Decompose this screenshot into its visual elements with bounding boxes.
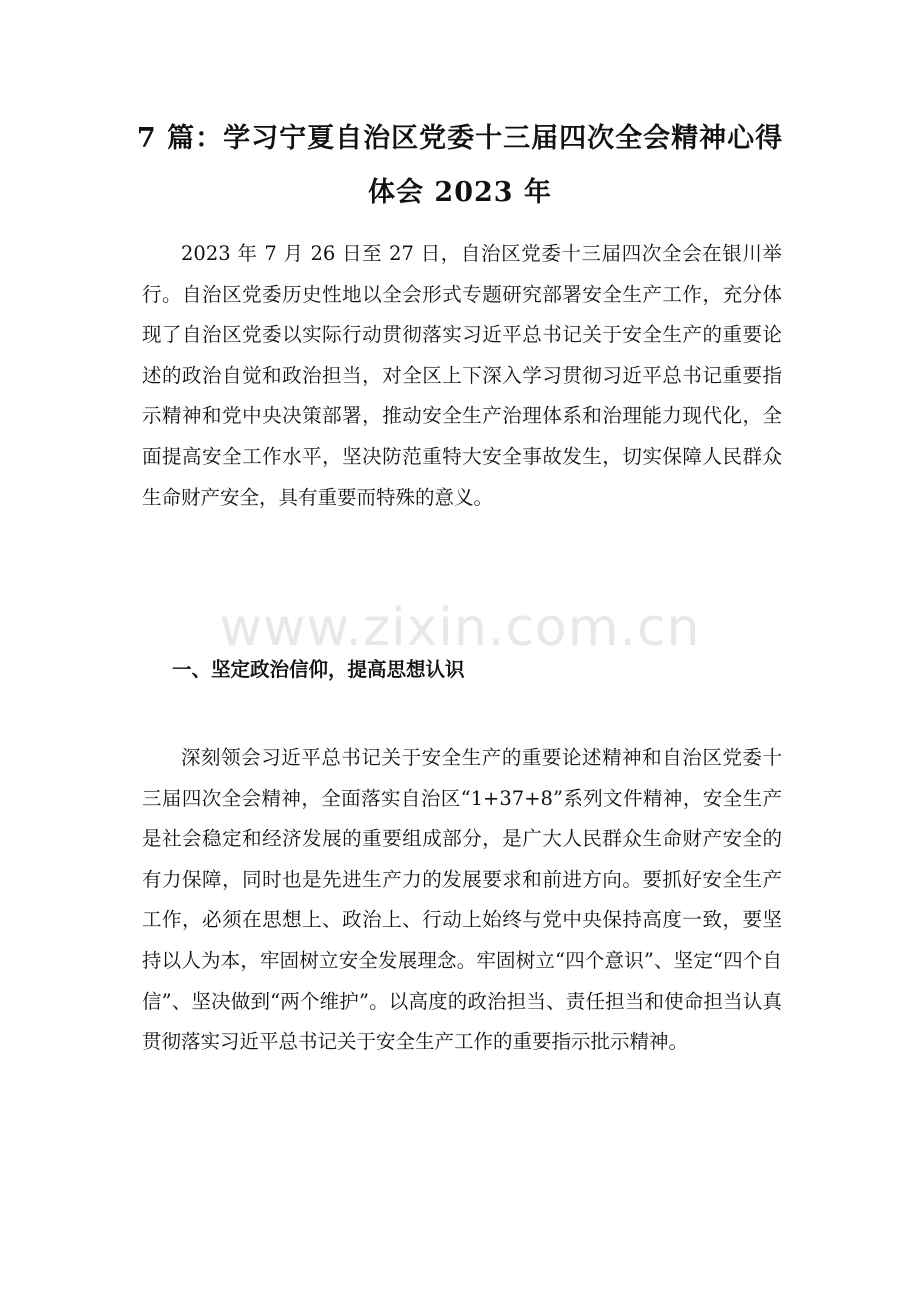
document-title	[120, 112, 800, 220]
section-heading-1: 一、坚定政治信仰，提高思想认识	[172, 658, 465, 681]
paragraph-intro: 2023 年 7 月 26 日至 27 日，自治区党委十三届四次全会在银川举行。自治区党委历史性地以全会形式专题研究部署安全生产工作，充分体现了自治区党委以实际行动贯彻落实习近平总书记关于安全生产的重要论述的政治自觉和政治担当，对全区上下深入学习贯彻习近平总书记重要指示精神和党中央决策部署，推动安全生产治理体系和治理能力现代化，全面提高安全工作水平，坚决防范重特大安全事故发生，切实保障人民群众生命财产安全，具有重要而特殊的意义。	[142, 242, 782, 509]
watermark: www.zixin.com.cn	[219, 598, 701, 658]
paragraph-section-1: 深刻领会习近平总书记关于安全生产的重要论述精神和自治区党委十三届四次全会精神，全面落实自治区“1+37+8”系列文件精神，安全生产是社会稳定和经济发展的重要组成部分，是广大人民群众生命财产安全的有力保障，同时也是先进生产力的发展要求和前进方向。要抓好安全生产工作，必须在思想上、政治上、行动上始终与党中央保持高度一致，要坚持以人为本，牢固树立安全发展理念。牢固树立“四个意识”、坚定“四个自信”、坚决做到“两个维护”。以高度的政治担当、责任担当和使命担当认真贯彻落实习近平总书记关于安全生产工作的重要指示批示精神。	[142, 746, 782, 1054]
title-line-1: 7 篇：学习宁夏自治区党委十三届四次全会精神心得	[136, 123, 784, 154]
title-line-2: 体会 2023 年	[368, 177, 552, 208]
